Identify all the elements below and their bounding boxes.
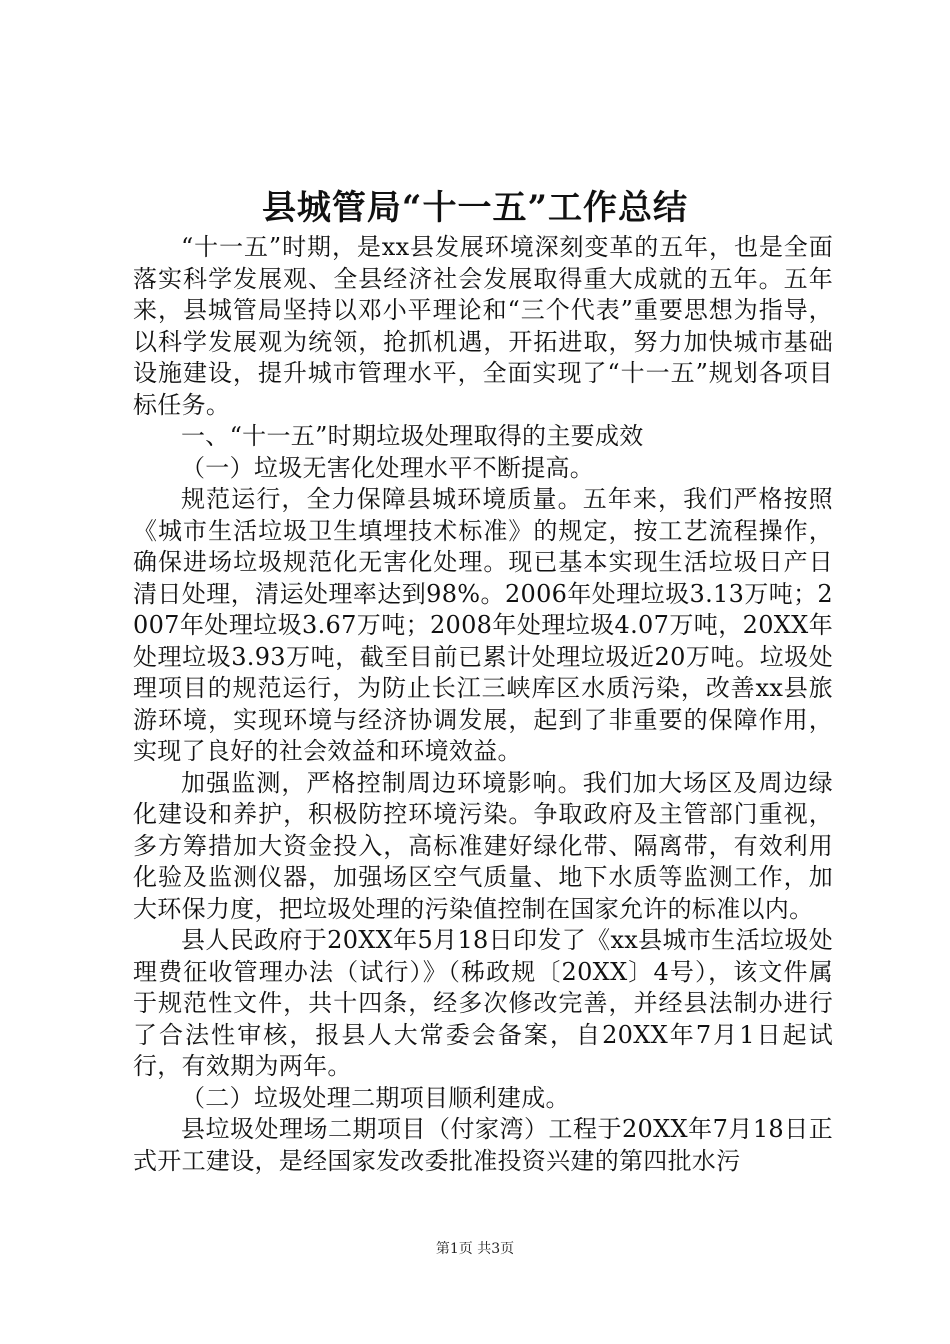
paragraph-monitoring: 加强监测，严格控制周边环境影响。我们加大场区及周边绿化建设和养护，积极防控环境污染。争取政府及主管部门重视，多方筹措加大资金投入，高标准建好绿化带、隔离带，有效利用化验及监测仪器，加强场区空气质量、地下水质等监测工作，加大环保力度，把垃圾处理的污染值控制在国家允许的标准以内。: [133, 768, 833, 923]
section-heading-1: 一、“十一五”时期垃圾处理取得的主要成效: [181, 422, 644, 450]
paragraph-phase-two: 县垃圾处理场二期项目（付家湾）工程于20XX年7月18日正式开工建设，是经国家发改委批准投资兴建的第四批水污: [133, 1115, 833, 1175]
paragraph-operation: 规范运行，全力保障县城环境质量。五年来，我们严格按照《城市生活垃圾卫生填埋技术标准》的规定，按工艺流程操作，确保进场垃圾规范化无害化处理。现已基本实现生活垃圾日产日清日处理，清运处理率达到98%。2006年处理垃圾3.13万吨；2007年处理垃圾3.67万吨；2008年处理垃圾4.07万吨，20XX年处理垃圾3.93万吨，截至目前已累计处理垃圾近20万吨。垃圾处理项目的规范运行，为防止长江三峡库区水质污染，改善xx县旅游环境，实现环境与经济协调发展，起到了非重要的保障作用，实现了良好的社会效益和环境效益。: [133, 485, 833, 765]
page-number: 第1页 共3页: [435, 1241, 515, 1257]
document-body: [133, 232, 833, 1177]
document-title: 县城管局“十一五”工作总结: [261, 188, 689, 228]
subsection-heading-2: （二）垃圾处理二期项目顺利建成。: [181, 1083, 570, 1112]
subsection-heading-1: （一）垃圾无害化处理水平不断提高。: [181, 453, 595, 482]
paragraph-regulation: 县人民政府于20XX年5月18日印发了《xx县城市生活垃圾处理费征收管理办法（试行）》（秭政规〔20XX〕4号），该文件属于规范性文件，共十四条，经多次修改完善，并经县法制办进行了合法性审核，报县人大常委会备案，自20XX年7月1日起试行，有效期为两年。: [133, 926, 833, 1080]
paragraph-intro: “十一五”时期，是xx县发展环境深刻变革的五年，也是全面落实科学发展观、全县经济社会发展取得重大成就的五年。五年来，县城管局坚持以邓小平理论和“三个代表”重要思想为指导，以科学发展观为统领，抢抓机遇，开拓进取，努力加快城市基础设施建设，提升城市管理水平，全面实现了“十一五”规划各项目标任务。: [133, 233, 833, 419]
